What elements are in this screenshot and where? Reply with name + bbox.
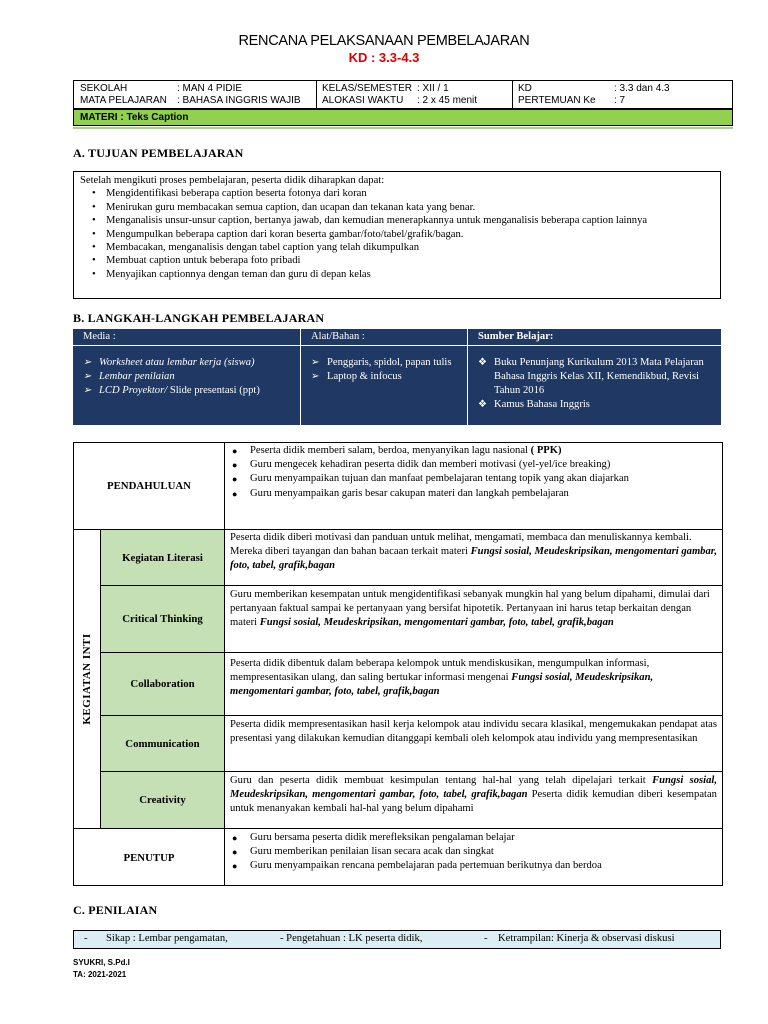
list-item: ● Guru memberikan penilaian lisan secara acak dan singkat: [232, 846, 494, 858]
section-c-heading: C. PENILAIAN: [73, 903, 158, 917]
pendahuluan-label: PENDAHULUAN: [107, 480, 191, 492]
mapel-value: : BAHASA INGGRIS WAJIB: [177, 95, 301, 106]
document-title: RENCANA PELAKSANAAN PEMBELAJARAN: [238, 33, 530, 49]
penilaian-pengetahuan: - Pengetahuan : LK peserta didik,: [280, 933, 423, 944]
tujuan-intro: Setelah mengikuti proses pembelajaran, peserta didik diharapkan dapat:: [80, 175, 385, 186]
arrow-bullet-icon: ➢: [83, 371, 92, 382]
sekolah-label: SEKOLAH: [80, 83, 128, 94]
list-item: • Membacakan, menganalisis dengan tabel caption yang telah dikumpulkan: [92, 242, 420, 254]
kelas-label: KELAS/SEMESTER: [322, 83, 413, 94]
creativity-content: Guru dan peserta didik membuat kesimpulan tentang hal-hal yang telah dipelajari terkait Fungsi sosial, Meudeskripsikan, mengomentari gambar, foto, tabel, grafik,bagan Peserta didik kemudian diberi kesempatan untuk menanyakan kembali hal-hal yang belum dipahami: [230, 775, 717, 814]
list-item: • Menganalisis unsur-unsur caption, bertanya jawab, dan kemudian menerapkannya untuk menganalisis beberapa caption lainnya: [92, 215, 648, 227]
list-item: ● Guru bersama peserta didik merefleksikan pengalaman belajar: [232, 832, 515, 843]
kd-label: KD: [518, 83, 532, 94]
kelas-value: : XII / 1: [417, 83, 449, 94]
list-item: • Mengumpulkan beberapa caption dari koran beserta gambar/foto/tabel/grafik/bagan.: [92, 228, 464, 240]
arrow-bullet-icon: ➢: [311, 357, 320, 368]
critical-thinking-content: Guru memberikan kesempatan untuk mengidentifikasi sebanyak mungkin hal yang belum dipahami, dimulai dari pertanyaan faktual sampai ke pertanyaan yang bersifat hipotetik. Pertanyaan ini harus tetap berkaitan dengan materi Fungsi sosial, Meudeskripsikan, mengomentari gambar, foto, tabel, grafik,bagan: [230, 589, 710, 628]
communication-content: Peserta didik mempresentasikan hasil kerja kelompok atau individu secara klasikal, mengemukakan pendapat atas presentasi yang dilakukan kemudian ditanggapi kembali oleh kelompok atau individu yang mempresentasikan: [230, 719, 717, 744]
list-item: ● Guru mengecek kehadiran peserta didik dan memberi motivasi (yel-yel/ice breaking): [232, 459, 611, 471]
arrow-bullet-icon: ➢: [83, 385, 92, 396]
pertemuan-label: PERTEMUAN Ke: [518, 95, 596, 106]
media-heading: Media :: [73, 329, 300, 346]
list-item: ● Guru menyampaikan tujuan dan manfaat pembelajaran tentang topik yang akan diajarkan: [232, 473, 629, 485]
sekolah-value: : MAN 4 PIDIE: [177, 83, 243, 94]
list-item: ➢ Laptop & infocus: [311, 371, 402, 382]
list-item: ➢ Lembar penilaian: [83, 371, 175, 382]
list-item: • Menirukan guru membacakan semua caption, dan ucapan dan tekanan kata yang benar.: [92, 201, 476, 213]
collaboration-content: Peserta didik dibentuk dalam beberapa kelompok untuk mendiskusikan, mengumpulkan informasi, mempresentasikan ulang, dan saling bertukar informasi mengenai Fungsi sosial, Meudeskripsikan, mengomentari gambar, foto, tabel, grafik,bagan: [230, 658, 654, 697]
list-item: • Mengidentifikasi beberapa caption beserta fotonya dari koran: [92, 188, 367, 200]
list-item: ❖ Kamus Bahasa Inggris: [478, 399, 590, 410]
tujuan-box: [73, 171, 721, 299]
penilaian-keterampilan: Ketrampilan: Kinerja & observasi diskusi: [498, 933, 675, 944]
dash-1: -: [84, 933, 88, 944]
kegiatan-inti-label: KEGIATAN INTI: [81, 632, 93, 725]
pertemuan-value: : 7: [614, 95, 626, 106]
author-name: SYUKRI, S.Pd.I: [73, 958, 130, 967]
alokasi-value: : 2 x 45 menit: [417, 95, 478, 106]
penutup-label: PENUTUP: [123, 851, 175, 864]
collaboration-label: Collaboration: [101, 653, 224, 715]
literasi-content: Peserta didik diberi motivasi dan panduan untuk melihat, mengamati, membaca dan menuliskannya kembali. Mereka diberi tayangan dan bahan bacaan terkait materi Fungsi sosial, Meudeskripsikan, mengomentari gambar, foto, tabel, grafik,bagan: [230, 532, 717, 571]
sumber-heading: Sumber Belajar:: [468, 329, 721, 346]
dash-3: -: [484, 933, 488, 944]
list-item: ● Guru menyampaikan rencana pembelajaran pada pertemuan berikutnya dan berdoa: [232, 860, 602, 872]
list-item: • Menyajikan captionnya dengan teman dan guru di depan kelas: [92, 268, 371, 280]
arrow-bullet-icon: ➢: [311, 371, 320, 382]
list-item: ➢ Penggaris, spidol, papan tulis: [311, 357, 452, 368]
penutup-content: [224, 831, 723, 874]
arrow-bullet-icon: ➢: [83, 357, 92, 368]
list-item: ➢ LCD Proyektor/ Slide presentasi (ppt): [83, 385, 260, 396]
kd-subtitle: KD : 3.3-4.3: [348, 50, 420, 65]
sumber-column: [468, 329, 721, 425]
materi-bar: MATERI : Teks Caption: [73, 109, 733, 126]
creativity-label: Creativity: [101, 772, 224, 828]
divider: [73, 127, 733, 129]
list-item: • Membuat caption untuk beberapa foto pribadi: [92, 255, 301, 267]
penilaian-sikap: Sikap : Lembar pengamatan,: [106, 933, 228, 944]
list-item: ● Guru menyampaikan garis besar cakupan materi dan langkah pembelajaran: [232, 487, 569, 499]
pendahuluan-content: [224, 444, 723, 501]
diamond-bullet-icon: ❖: [478, 399, 487, 410]
mapel-label: MATA PELAJARAN: [80, 95, 167, 106]
academic-year: TA: 2021-2021: [73, 970, 127, 979]
communication-label: Communication: [101, 716, 224, 771]
kd-value: : 3.3 dan 4.3: [614, 83, 670, 94]
alokasi-label: ALOKASI WAKTU: [322, 95, 404, 106]
langkah-table: [73, 329, 721, 425]
list-item: ● Peserta didik memberi salam, berdoa, menyanyikan lagu nasional ( PPK): [232, 445, 562, 456]
critical-thinking-label: Critical Thinking: [101, 586, 224, 652]
media-column: [73, 329, 301, 425]
list-item: ❖ Buku Penunjang Kurikulum 2013 Mata Pelajaran Bahasa Inggris Kelas XII, Kemendikbud, Revisi Tahun 2016: [478, 357, 704, 396]
alat-column: [301, 329, 468, 425]
penilaian-bar: [73, 930, 721, 949]
diamond-bullet-icon: ❖: [478, 357, 487, 368]
list-item: ➢ Worksheet atau lembar kerja (siswa): [83, 357, 255, 368]
kegiatan-table: [73, 442, 723, 886]
alat-heading: Alat/Bahan :: [301, 329, 467, 346]
literasi-label: Kegiatan Literasi: [101, 530, 224, 585]
section-a-heading: A. TUJUAN PEMBELAJARAN: [73, 146, 244, 160]
section-b-heading: B. LANGKAH-LANGKAH PEMBELAJARAN: [73, 311, 325, 325]
